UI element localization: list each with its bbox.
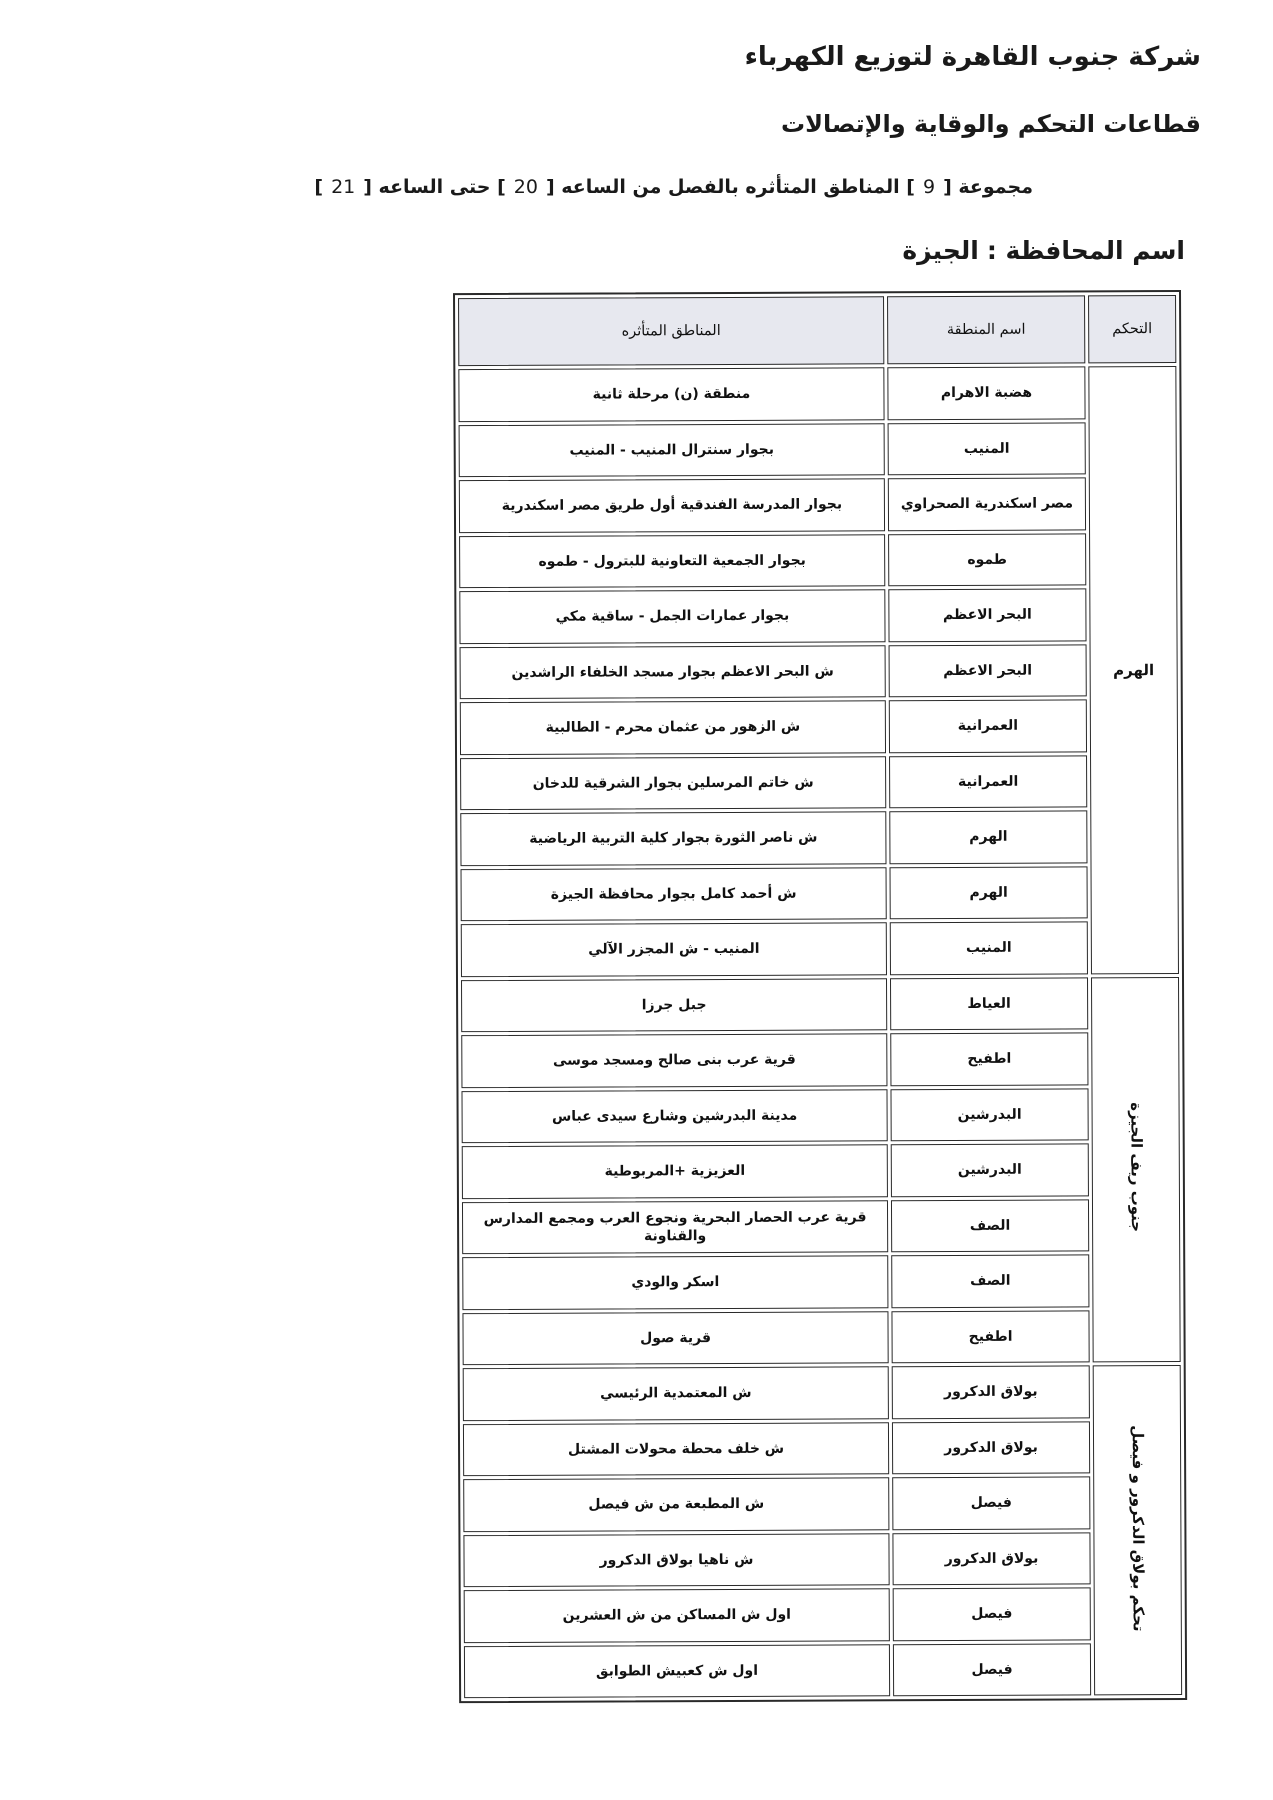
table-row bbox=[460, 699, 1178, 755]
affected-location-cell: مدينة البدرشين وشارع سيدى عباس bbox=[461, 1089, 887, 1143]
table-row bbox=[460, 755, 1178, 811]
affected-location-cell: قرية صول bbox=[462, 1311, 888, 1365]
table-row bbox=[458, 366, 1176, 422]
table-header-row bbox=[458, 295, 1176, 366]
table-row bbox=[461, 921, 1179, 977]
table-body bbox=[458, 366, 1182, 1698]
table-row bbox=[459, 477, 1177, 533]
col-header-affected: المناطق المتأثره bbox=[458, 296, 884, 366]
table-row bbox=[461, 1032, 1179, 1088]
table-row bbox=[463, 1365, 1181, 1421]
from-hour: 20 bbox=[513, 176, 538, 198]
affected-location-cell: العزيزية +المربوطية bbox=[462, 1144, 888, 1198]
table-row bbox=[461, 1088, 1179, 1144]
area-name-cell: فيصل bbox=[893, 1587, 1091, 1640]
sector-name: قطاعات التحكم والوقاية والإتصالات bbox=[781, 110, 1201, 138]
affected-location-cell: قرية عرب الحصار البحرية ونجوع العرب ومجمع المدارس والقناونة bbox=[462, 1200, 888, 1254]
area-name-cell: اطفيح bbox=[890, 1032, 1088, 1085]
table-row bbox=[464, 1587, 1182, 1643]
control-center-name: الهرم bbox=[1113, 660, 1155, 680]
table-row bbox=[463, 1421, 1181, 1477]
affected-location-cell: بجوار سنترال المنيب - المنيب bbox=[459, 423, 885, 477]
area-name-cell: البحر الاعظم bbox=[888, 588, 1086, 641]
table-row bbox=[459, 422, 1177, 478]
area-name-cell: البحر الاعظم bbox=[889, 644, 1087, 697]
table-row bbox=[459, 533, 1177, 589]
area-name-cell: المنيب bbox=[888, 422, 1086, 475]
group-number: 9 bbox=[922, 176, 936, 198]
affected-location-cell: ش أحمد كامل بجوار محافظة الجيزة bbox=[461, 867, 887, 921]
area-name-cell: المنيب bbox=[890, 921, 1088, 974]
affected-location-cell: اسكر والودي bbox=[462, 1255, 888, 1309]
area-name-cell: بولاق الدكرور bbox=[892, 1532, 1090, 1585]
area-name-cell: الصف bbox=[891, 1254, 1089, 1307]
affected-location-cell: اول ش المساكن من ش العشرين bbox=[464, 1588, 890, 1642]
group-end: ] bbox=[314, 176, 324, 198]
control-center-cell bbox=[1091, 977, 1181, 1363]
table-row bbox=[462, 1254, 1180, 1310]
affected-location-cell: ش خاتم المرسلين بجوار الشرقية للدخان bbox=[460, 756, 886, 810]
table-row bbox=[461, 866, 1179, 922]
control-center-name: تحكم بولاق الدكرور و فيصل bbox=[1128, 1424, 1148, 1632]
area-name-cell: العمرانية bbox=[889, 699, 1087, 752]
affected-location-cell: ش المطبعة من ش فيصل bbox=[463, 1477, 889, 1531]
table-row bbox=[462, 1199, 1180, 1255]
area-name-cell: البدرشين bbox=[891, 1143, 1089, 1196]
col-header-area: اسم المنطقة bbox=[887, 295, 1085, 364]
table-row bbox=[463, 1476, 1181, 1532]
area-name-cell: العياط bbox=[890, 977, 1088, 1030]
affected-location-cell: قرية عرب بنى صالح ومسجد موسى bbox=[461, 1033, 887, 1087]
table-row bbox=[459, 588, 1177, 644]
area-name-cell: فيصل bbox=[893, 1643, 1091, 1696]
area-name-cell: البدرشين bbox=[890, 1088, 1088, 1141]
affected-location-cell: ش خلف محطة محولات المشتل bbox=[463, 1422, 889, 1476]
area-name-cell: بولاق الدكرور bbox=[892, 1365, 1090, 1418]
table-row bbox=[463, 1532, 1181, 1588]
governorate-line bbox=[902, 236, 1185, 265]
group-to: ] حتى الساعه [ bbox=[363, 176, 506, 198]
affected-location-cell: ش ناهيا بولاق الدكرور bbox=[463, 1533, 889, 1587]
area-name-cell: الهرم bbox=[890, 866, 1088, 919]
outage-group-line bbox=[314, 176, 1033, 198]
to-hour: 21 bbox=[331, 176, 356, 198]
col-header-control: التحكم bbox=[1088, 295, 1176, 363]
group-mid: ] المناطق المتأثره بالفصل من الساعه [ bbox=[545, 176, 915, 198]
table-row bbox=[460, 810, 1178, 866]
table-row bbox=[464, 1643, 1182, 1699]
affected-location-cell: بجوار عمارات الجمل - ساقية مكي bbox=[459, 589, 885, 643]
area-name-cell: بولاق الدكرور bbox=[892, 1421, 1090, 1474]
affected-location-cell: ش ناصر الثورة بجوار كلية التربية الرياضية bbox=[460, 811, 886, 865]
affected-location-cell: اول ش كعبيش الطوابق bbox=[464, 1644, 890, 1698]
area-name-cell: طموه bbox=[888, 533, 1086, 586]
control-center-name: جنوب ريف الجيزة bbox=[1127, 1102, 1146, 1233]
affected-location-cell: ش المعتمدية الرئيسي bbox=[463, 1366, 889, 1420]
area-name-cell: اطفيح bbox=[891, 1310, 1089, 1363]
affected-location-cell: بجوار الجمعية التعاونية للبترول - طموه bbox=[459, 534, 885, 588]
affected-location-cell: ش البحر الاعظم بجوار مسجد الخلفاء الراشدين bbox=[460, 645, 886, 699]
governorate-name: الجيزة bbox=[902, 236, 979, 265]
area-name-cell: العمرانية bbox=[889, 755, 1087, 808]
affected-areas-table bbox=[453, 290, 1187, 1703]
area-name-cell: الصف bbox=[891, 1199, 1089, 1252]
table-row bbox=[462, 1310, 1180, 1366]
affected-location-cell: بجوار المدرسة الفندقية أول طريق مصر اسكندرية bbox=[459, 478, 885, 532]
area-name-cell: الهرم bbox=[889, 810, 1087, 863]
area-name-cell: هضبة الاهرام bbox=[887, 366, 1085, 419]
area-name-cell: فيصل bbox=[892, 1476, 1090, 1529]
control-center-cell bbox=[1088, 366, 1179, 974]
table-row bbox=[460, 644, 1178, 700]
affected-location-cell: ش الزهور من عثمان محرم - الطالبية bbox=[460, 700, 886, 754]
company-name: شركة جنوب القاهرة لتوزيع الكهرباء bbox=[744, 42, 1201, 72]
control-center-cell bbox=[1093, 1365, 1182, 1695]
affected-location-cell: جبل جرزا bbox=[461, 978, 887, 1032]
table-row bbox=[462, 1143, 1180, 1199]
affected-location-cell: منطقة (ن) مرحلة ثانية bbox=[458, 367, 884, 421]
table-row bbox=[461, 977, 1179, 1033]
area-name-cell: مصر اسكندرية الصحراوي bbox=[888, 477, 1086, 530]
group-prefix: مجموعة [ bbox=[943, 176, 1033, 198]
governorate-label: اسم المحافظة : bbox=[986, 236, 1185, 265]
affected-location-cell: المنيب - ش المجزر الآلي bbox=[461, 922, 887, 976]
